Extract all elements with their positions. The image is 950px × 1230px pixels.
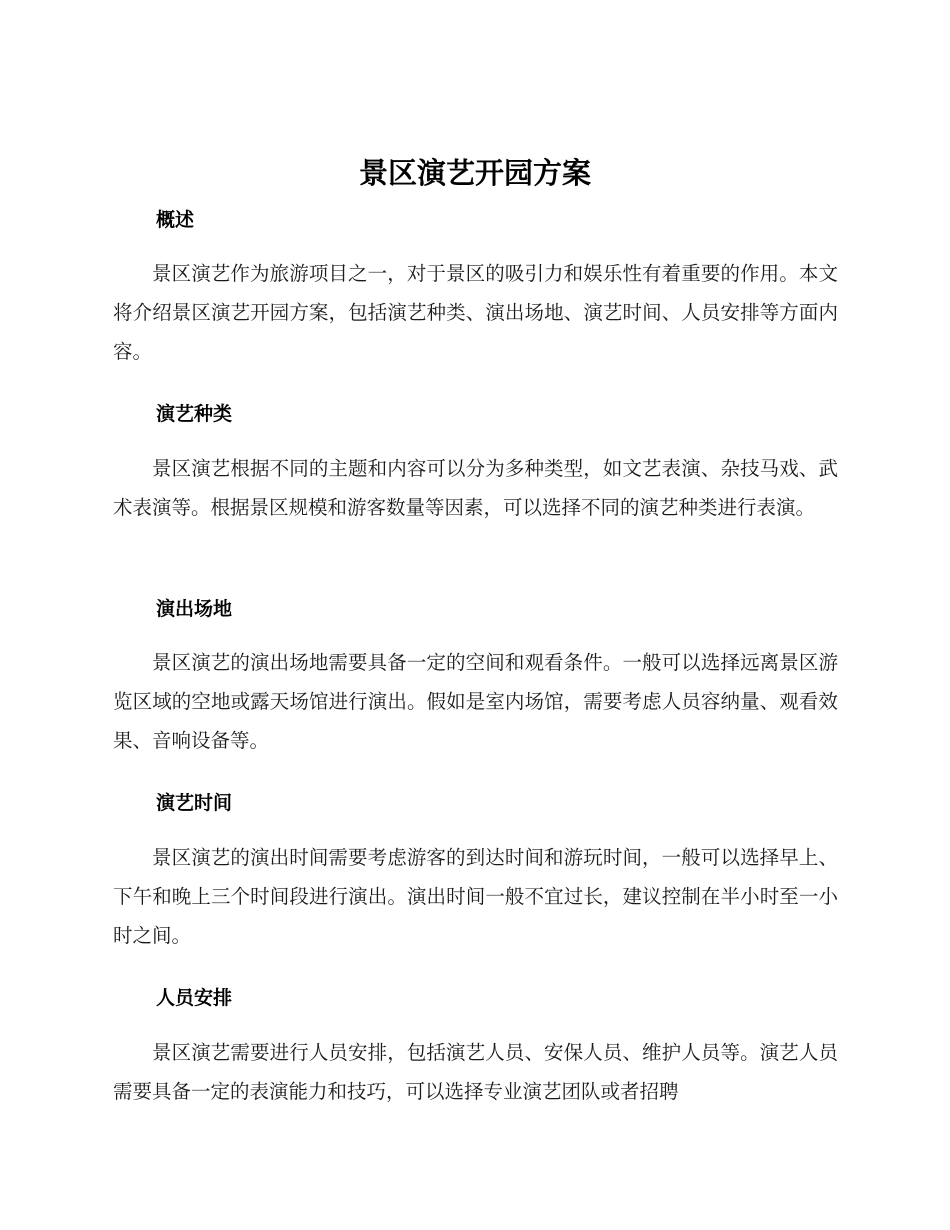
- section-heading-performance-types: 演艺种类: [156, 403, 233, 425]
- section-heading-venue: 演出场地: [156, 598, 233, 620]
- section-body-schedule: 景区演艺的演出时间需要考虑游客的到达时间和游玩时间，一般可以选择早上、下午和晚上三个时间段进行演出。演出时间一般不宜过长，建议控制在半小时至一小时之间。: [113, 846, 838, 947]
- section-body-overview: 景区演艺作为旅游项目之一，对于景区的吸引力和娱乐性有着重要的作用。本文将介绍景区演艺开园方案，包括演艺种类、演出场地、演艺时间、人员安排等方面内容。: [113, 262, 838, 363]
- section-body-staffing: 景区演艺需要进行人员安排，包括演艺人员、安保人员、维护人员等。演艺人员需要具备一定的表演能力和技巧，可以选择专业演艺团队或者招聘: [113, 1041, 838, 1103]
- section-heading-staffing: 人员安排: [156, 987, 233, 1009]
- section-heading-overview: 概述: [156, 209, 195, 231]
- section-body-venue: 景区演艺的演出场地需要具备一定的空间和观看条件。一般可以选择远离景区游览区域的空地或露天场馆进行演出。假如是室内场馆，需要考虑人员容纳量、观看效果、音响设备等。: [113, 651, 838, 752]
- document-title: 景区演艺开园方案: [358, 156, 591, 190]
- section-heading-schedule: 演艺时间: [156, 792, 233, 814]
- section-body-performance-types: 景区演艺根据不同的主题和内容可以分为多种类型，如文艺表演、杂技马戏、武术表演等。根据景区规模和游客数量等因素，可以选择不同的演艺种类进行表演。: [113, 457, 838, 519]
